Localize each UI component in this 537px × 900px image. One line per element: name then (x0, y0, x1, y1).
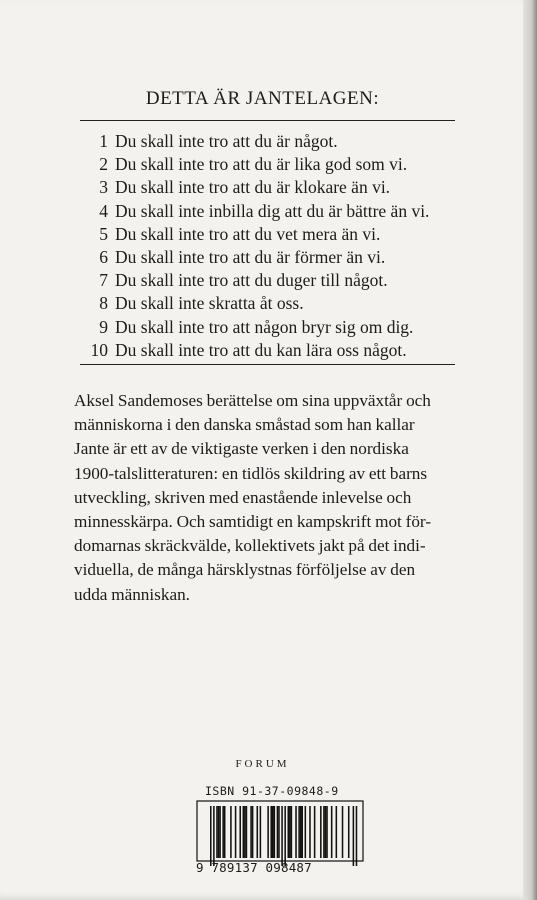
law-text: Du skall inte tro att du är något. (115, 131, 338, 151)
blurb-text (74, 389, 499, 607)
barcode-bar (325, 806, 327, 858)
barcode-bar (309, 806, 311, 858)
law-number: 7 (99, 270, 108, 291)
heading: DETTA ÄR JANTELAGEN: (145, 88, 380, 109)
blurb-line: domarnas skräckvälde, kollektivets jakt på det indi- (74, 536, 426, 556)
blurb-line: minnesskärpa. Och samtidigt en kampskrift mot för- (74, 512, 432, 532)
law-item (80, 339, 480, 362)
barcode-bar (260, 806, 262, 858)
blurb-line: udda människan. (74, 584, 190, 604)
blurb-line: människorna i den danska småstad som han kallar (74, 415, 415, 435)
barcode-bar (222, 806, 224, 858)
barcode-bar (320, 806, 322, 858)
law-text: Du skall inte tro att du är förmer än vi. (115, 246, 386, 267)
barcode-bar (239, 806, 241, 858)
blurb-line: utveckling, skriven med enastående inlevelse och (74, 487, 412, 507)
law-number: 1 (99, 131, 108, 151)
barcode-bar (295, 806, 297, 858)
barcode-bar (224, 806, 226, 858)
barcode-bar (342, 806, 344, 858)
barcode-bar (219, 806, 221, 858)
barcode-bar (252, 806, 254, 858)
barcode-bar (270, 806, 272, 858)
law-text: Du skall inte inbilla dig att du är bättre än vi. (115, 200, 430, 221)
law-item (80, 292, 480, 315)
barcode-bar (277, 806, 279, 858)
barcode-bar (246, 806, 248, 858)
barcode-bar (288, 806, 290, 858)
blurb-line: Aksel Sandemoses berättelse om sina uppväxtår och (74, 391, 431, 410)
barcode-bar (267, 806, 269, 858)
barcode-bar (230, 806, 232, 858)
law-item (80, 176, 480, 199)
law-number: 6 (99, 246, 108, 267)
law-number: 2 (99, 154, 108, 175)
barcode-bar (353, 806, 355, 866)
barcode-bar (291, 806, 293, 858)
barcode (196, 800, 366, 876)
law-text: Du skall inte skratta åt oss. (115, 293, 304, 314)
barcode-bar (257, 806, 259, 858)
barcode-frame (197, 801, 363, 861)
blurb-line: viduella, de många härsklystnas förföljelse av den (74, 560, 416, 580)
law-text: Du skall inte tro att någon bryr sig om dig. (115, 316, 414, 337)
law-item (80, 246, 480, 269)
barcode-bar (284, 806, 286, 866)
barcode-bar (278, 806, 280, 858)
law-text: Du skall inte tro att du duger till något. (115, 270, 388, 291)
law-item (80, 153, 480, 176)
isbn-text: ISBN 91-37-09848-9 (205, 784, 339, 798)
barcode-bar (274, 806, 276, 858)
barcode-bar (289, 806, 291, 858)
law-list (80, 130, 480, 362)
law-number: 3 (99, 177, 108, 198)
barcode-bar (323, 806, 325, 858)
law-item (80, 223, 480, 246)
barcode-bar (298, 806, 300, 858)
blurb-line: Jante är ett av de viktigaste verken i den nordiska (74, 439, 409, 459)
barcode-bar (244, 806, 246, 858)
cover-edge (523, 0, 537, 900)
law-text: Du skall inte tro att du är lika god som vi. (115, 154, 408, 175)
law-item (80, 269, 480, 292)
barcode-bar (281, 806, 283, 866)
barcode-bar (250, 806, 252, 858)
barcode-bar (300, 806, 302, 858)
law-number: 10 (90, 339, 108, 360)
barcode-bar (301, 806, 303, 858)
top-rule (80, 120, 455, 121)
barcode-bar (331, 806, 333, 858)
barcode-bar (314, 806, 316, 858)
barcode-bar (216, 806, 218, 858)
law-number: 5 (99, 223, 108, 244)
law-number: 9 (99, 316, 108, 337)
law-text: Du skall inte tro att du är klokare än vi. (115, 177, 391, 198)
law-number: 8 (99, 293, 108, 314)
barcode-bar (305, 806, 307, 858)
law-item (80, 200, 480, 223)
law-text: Du skall inte tro att du kan lära oss något. (115, 339, 407, 360)
barcode-bar (218, 806, 220, 858)
law-number: 4 (99, 200, 108, 221)
barcode-digits: 9 789137 098487 (196, 860, 312, 875)
barcode-bar (235, 806, 237, 858)
barcode-bar (243, 806, 245, 858)
law-text: Du skall inte tro att du vet mera än vi. (115, 223, 381, 244)
bottom-rule (80, 364, 455, 365)
barcode-bar (336, 806, 338, 858)
law-item (80, 316, 480, 339)
barcode-bar (356, 806, 358, 866)
publisher-name: FORUM (235, 758, 290, 770)
barcode-bar (348, 806, 350, 858)
barcode-bar (326, 806, 328, 858)
barcode-bar (213, 806, 215, 866)
barcode-bar (210, 806, 212, 866)
barcode-bar (272, 806, 274, 858)
law-item (80, 130, 480, 153)
blurb-line: 1900-talslitteraturen: en tidlös skildring av ett barns (74, 463, 428, 483)
